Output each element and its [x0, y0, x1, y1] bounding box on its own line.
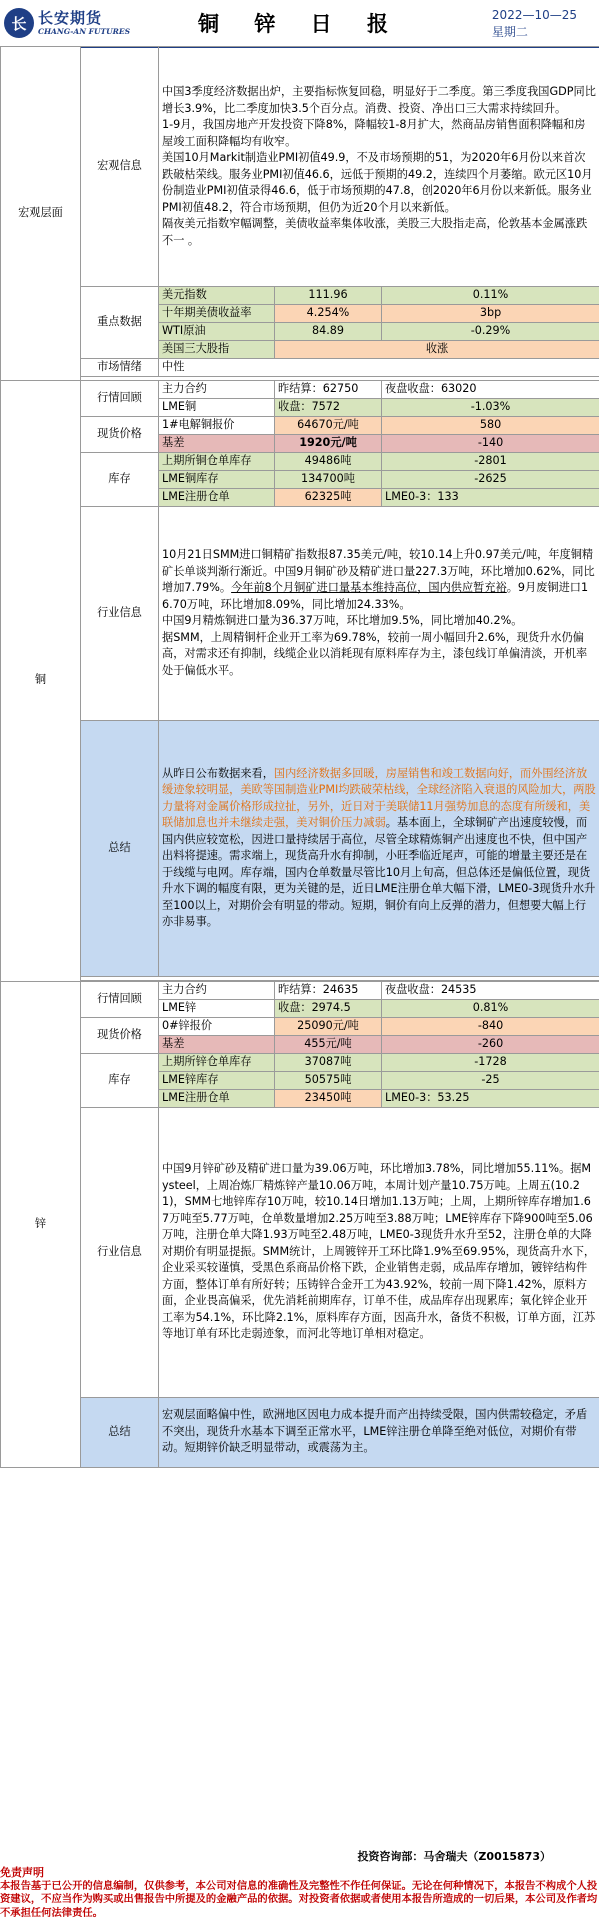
key-data-label: 重点数据: [81, 287, 159, 359]
key-data-name: 美元指数: [159, 287, 275, 305]
copper-lme-name: LME铜: [159, 398, 275, 416]
date-text: 2022—10—25: [492, 7, 577, 24]
copper-settle: 昨结算：62750: [275, 380, 382, 398]
macro-info-label: 宏观信息: [81, 47, 159, 287]
analyst-credit: 投资咨询部：马舍瑞夫（Z0015873）: [357, 1848, 551, 1864]
copper-summary-highlight: 国内经济数据多回暖，房屋销售和竣工数据向好，而外围经济放缓迹象较明显，美欧等国制造业PMI均跌破荣枯线，全球经济陷入衰退的风险加大，两股力量将对金属价格形成拉扯，另外，近日对于美联储11月强势加息的态度有所缓和，美联储加息也并未继续走强，美对铜价压力减弱: [162, 767, 596, 830]
copper-stock-name: LME铜库存: [159, 470, 275, 488]
key-data-name: 十年期美债收益率: [159, 305, 275, 323]
logo-english-name: CHANG-AN FUTURES: [38, 27, 130, 37]
disclaimer-text: 本报告基于已公开的信息编制，仅供参考，本公司对信息的准确性及完整性不作任何保证。无论在何种情况下，本报告不构成个人投资建议，不应当作为购买或出售报告中所提及的金融产品的依据。对投资者依据或者使用本报告所造成的一切后果，本公司及作者均不承担任何法律责任。: [0, 1880, 599, 1920]
zinc-main-contract: 主力合约: [159, 981, 275, 999]
copper-stock-change: -2801: [382, 452, 599, 470]
key-data-change: -0.29%: [382, 323, 599, 341]
zinc-settle: 昨结算：24635: [275, 981, 382, 999]
key-data-value: 84.89: [275, 323, 382, 341]
copper-stock-value: 134700吨: [275, 470, 382, 488]
report-title: 铜 锌 日 报: [160, 8, 440, 38]
logo-emblem-icon: 长: [4, 8, 34, 38]
copper-spot-label: 现货价格: [81, 416, 159, 452]
zinc-night-close: 夜盘收盘：24535: [382, 981, 599, 999]
copper-industry-label: 行业信息: [81, 506, 159, 720]
weekday-text: 星期二: [492, 24, 577, 41]
macro-paragraph: 隔夜美元指数窄幅调整，美债收益率集体收涨，美股三大股指走高，伦敦基本金属涨跌不一 。: [162, 216, 596, 249]
report-date: [492, 7, 577, 41]
key-data-value: 4.254%: [275, 305, 382, 323]
zinc-spot-label: 现货价格: [81, 1017, 159, 1053]
zinc-industry-text: 中国9月锌矿砂及精矿进口量为39.06万吨，环比增加3.78%，同比增加55.11%。据Mysteel，上周冶炼厂精炼锌产量10.06万吨，本周计划产量10.75万吨。上周五(10.21)，SMM七地锌库存10万吨，较10.14日增加1.13万吨；上周，上期所锌库存增加1.67万吨至5.77万吨，仓单数量增加2.25万吨至3.88万吨；LME锌库存下降900吨至5.06万吨，注册仓单大降1.93万吨至2.48万吨，LME0-3现货升水升至52，注册仓单的大降对期价有明显提振。SMM统计，上周镀锌开工环比降1.9%至69.95%，现货高升水下，企业采买较谨慎，受黑色系商品价格下跌，企业销售走弱，成品库存增加，镀锌结构件方面，整体订单有所好转；压铸锌合金开工为43.92%，较前一周下降1.42%，原料方面，企业畏高偏采，优先消耗前期库存，订单不佳，成品库存出现累库；氧化锌企业开工率为54.1%，环比降2.1%，原料库存方面，因高升水，备货不积极，订单方面，江苏等地订单有环比走弱迹象，而河北等地订单相对稳定。: [159, 1107, 599, 1397]
logo-chinese-name: 长安期货: [38, 10, 130, 27]
zinc-summary-label: 总结: [81, 1397, 159, 1467]
zinc-stock-value: 23450吨: [275, 1089, 382, 1107]
copper-stock-name: 上期所铜仓单库存: [159, 452, 275, 470]
copper-night-close: 夜盘收盘：63020: [382, 380, 599, 398]
section-zinc: 锌: [1, 981, 81, 1467]
copper-summary-text: 从昨日公布数据来看，国内经济数据多回暖，房屋销售和竣工数据向好，而外围经济放缓迹象较明显，美欧等国制造业PMI均跌破荣枯线，全球经济陷入衰退的风险加大，两股力量将对金属价格形成拉扯，另外，近日对于美联储11月强势加息的态度有所缓和，美联储加息也并未继续走强，美对铜价压力减弱。基本面上，全球铜矿产出速度较慢，而国内供应较宽松，因进口量持续居于高位，尽管全球精炼铜产出速度也不快，但中国产出料将提速。需求端上，现货高升水有抑制，小旺季临近尾声，可能的增量主要还是在于线缆与电网。库存端，国内仓单数量尽管比10月上旬高，但总体还是偏低位置，现货升水下调的幅度有限，更为关键的是，近日LME注册仓单大幅下滑，LME0-3现货升水升至100以上，对期价会有明显的带动。短期，铜价有向上反弹的潜力，但想要大幅上行亦非易事。: [159, 720, 599, 976]
copper-industry-text: [159, 506, 599, 720]
disclaimer-title: 免责声明: [0, 1866, 599, 1880]
zinc-spot-price: 25090元/吨: [275, 1017, 382, 1035]
macro-info-text: [159, 47, 599, 287]
copper-industry-paragraph: 据SMM，上周精铜杆企业开工率为69.78%，较前一周小幅回升2.6%，现货升水仍偏高，对需求还有抑制，线缆企业以消耗现有原料库存为主，漆包线订单偏清淡，开机率处于偏低水平。: [162, 630, 596, 680]
copper-market-label: 行情回顾: [81, 380, 159, 416]
zinc-basis-value: 455元/吨: [275, 1035, 382, 1053]
key-data-value: 111.96: [275, 287, 382, 305]
copper-stock-change: -2625: [382, 470, 599, 488]
copper-stock-value: 49486吨: [275, 452, 382, 470]
copper-stock-name: LME注册仓单: [159, 488, 275, 506]
zinc-lme-name: LME锌: [159, 999, 275, 1017]
sentiment-value: 中性: [159, 359, 599, 377]
macro-paragraph: 1-9月，我国房地产开发投资下降8%，降幅较1-8月扩大，然商品房销售面积降幅和房屋竣工面积降幅均有收窄。: [162, 117, 596, 150]
section-macro: 宏观层面: [1, 47, 81, 381]
copper-lme-close: 收盘：7572: [275, 398, 382, 416]
copper-lme-change: -1.03%: [382, 398, 599, 416]
zinc-stock-change: -25: [382, 1071, 599, 1089]
zinc-summary-text: 宏观层面略偏中性，欧洲地区因电力成本提升而产出持续受限，国内供需较稳定，矛盾不突出，现货升水基本下调至正常水平，LME锌注册仓单降至绝对低位，对期价有带动。短期锌价缺乏明显带动，或震荡为主。: [159, 1397, 599, 1467]
zinc-stock-value: 37087吨: [275, 1053, 382, 1071]
copper-stock-value: 62325吨: [275, 488, 382, 506]
copper-spot-price: 64670元/吨: [275, 416, 382, 434]
copper-stock-change: LME0-3：133: [382, 488, 599, 506]
zinc-stock-name: LME注册仓单: [159, 1089, 275, 1107]
copper-spot-change: 580: [382, 416, 599, 434]
copper-industry-paragraph: 中国9月精炼铜进口量为36.37万吨，环比增加9.5%，同比增加40.2%。: [162, 613, 596, 630]
zinc-stock-name: LME锌库存: [159, 1071, 275, 1089]
report-header: [0, 0, 599, 48]
copper-basis-name: 基差: [159, 434, 275, 452]
zinc-spot-change: -840: [382, 1017, 599, 1035]
zinc-stock-label: 库存: [81, 1053, 159, 1107]
report-body: [0, 46, 599, 1468]
zinc-stock-change: LME0-3：53.25: [382, 1089, 599, 1107]
macro-paragraph: 美国10月Markit制造业PMI初值49.9，不及市场预期的51，为2020年6月份以来首次跌破枯荣线。服务业PMI初值46.6，远低于预期的49.2，连续四个月萎缩。欧元区10月份制造业PMI初值录得46.6，低于市场预期的47.8，创2020年6月份以来新低。服务业PMI初值48.2，符合市场预期，但仍为近20个月以来新低。: [162, 150, 596, 216]
key-data-name: WTI原油: [159, 323, 275, 341]
copper-spot-name: 1#电解铜报价: [159, 416, 275, 434]
copper-summary-label: 总结: [81, 720, 159, 976]
zinc-basis-name: 基差: [159, 1035, 275, 1053]
company-logo: [0, 8, 164, 38]
key-data-change: 3bp: [382, 305, 599, 323]
key-data-value: 收涨: [275, 341, 599, 359]
copper-basis-value: 1920元/吨: [275, 434, 382, 452]
key-data-change: 0.11%: [382, 287, 599, 305]
zinc-basis-change: -260: [382, 1035, 599, 1053]
section-copper: 铜: [1, 380, 81, 981]
sentiment-label: 市场情绪: [81, 359, 159, 377]
zinc-stock-value: 50575吨: [275, 1071, 382, 1089]
zinc-spot-name: 0#锌报价: [159, 1017, 275, 1035]
zinc-stock-change: -1728: [382, 1053, 599, 1071]
key-data-name: 美国三大股指: [159, 341, 275, 359]
copper-stock-label: 库存: [81, 452, 159, 506]
copper-industry-paragraph: 10月21日SMM进口铜精矿指数报87.35美元/吨，较10.14上升0.97美元/吨，年度铜精矿长单谈判渐行渐近。中国9月铜矿砂及精矿进口量227.3万吨，环比增加0.62%，同比增加7.79%。今年前8个月铜矿进口量基本维持高位，国内供应暂充裕。9月废铜进口16.70万吨，环比增加8.09%，同比增加24.33%。: [162, 547, 596, 613]
copper-basis-change: -140: [382, 434, 599, 452]
report-table: [0, 46, 599, 1468]
copper-main-contract: 主力合约: [159, 380, 275, 398]
zinc-stock-name: 上期所锌仓单库存: [159, 1053, 275, 1071]
zinc-industry-label: 行业信息: [81, 1107, 159, 1397]
zinc-lme-close: 收盘：2974.5: [275, 999, 382, 1017]
macro-paragraph: 中国3季度经济数据出炉，主要指标恢复回稳，明显好于二季度。第三季度我国GDP同比增长3.9%，比二季度加快3.5个百分点。消费、投资、净出口三大需求持续回升。: [162, 84, 596, 117]
zinc-lme-change: 0.81%: [382, 999, 599, 1017]
zinc-market-label: 行情回顾: [81, 981, 159, 1017]
